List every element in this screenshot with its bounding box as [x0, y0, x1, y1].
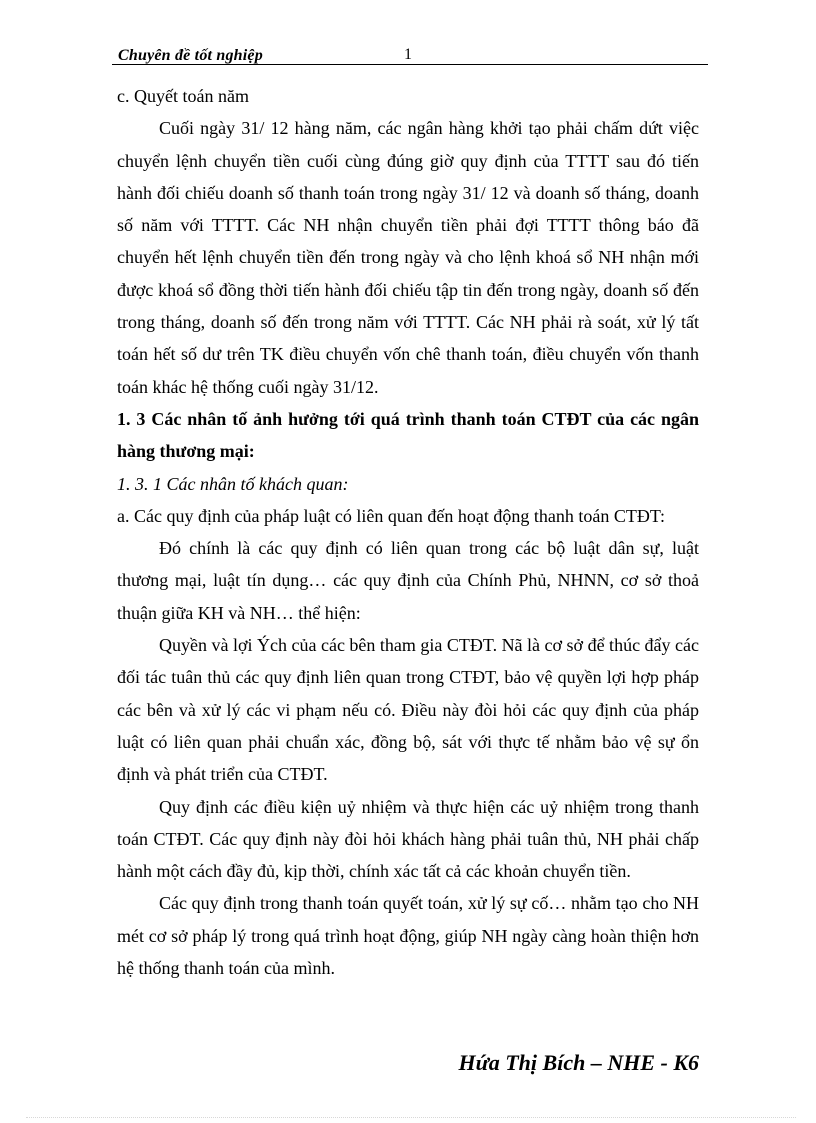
- paragraph-settlement-regulations: Các quy định trong thanh toán quyết toán, xử lý sự cố… nhằm tạo cho NH mét cơ sở pháp lý trong quá trình hoạt động, giúp NH ngày càng hoàn thiện hơn hệ thống thanh toán của mình.: [117, 893, 699, 979]
- document-body: [117, 80, 699, 984]
- page-number: 1: [404, 46, 412, 63]
- page-header: [112, 44, 708, 65]
- paragraph-rights-interests: Quyền và lợi Ých của các bên tham gia CTĐT. Nã là cơ sở để thúc đẩy các đối tác tuân thủ các quy định liên quan trong CTĐT, bảo vệ quyền lợi hợp pháp các bên và xử lý các vi phạm nếu có. Điều này đòi hỏi các quy định của pháp luật có liên quan phải chuẩn xác, đồng bộ, sát với thực tế nhằm bảo vệ sự ổn định và phát triển của CTĐT.: [117, 635, 700, 785]
- footer-author: Hứa Thị Bích – NHE - K6: [458, 1050, 699, 1075]
- section-heading-factors: 1. 3 Các nhân tố ảnh hưởng tới quá trình thanh toán CTĐT của các ngân hàng thương mại:: [117, 408, 699, 462]
- subsection-heading-annual-settlement: c. Quyết toán năm: [117, 86, 249, 106]
- paragraph-annual-settlement: Cuối ngày 31/ 12 hàng năm, các ngân hàng khởi tạo phải chấm dứt việc chuyển lệnh chuyển tiền cuối cùng đúng giờ quy định của TTTT sau đó tiến hành đối chiếu doanh số thanh toán trong ngày 31/ 12 và doanh số tháng, doanh số năm với TTTT. Các NH nhận chuyển tiền phải đợi TTTT thông báo đã chuyển hết lệnh chuyển tiền đến trong ngày và cho lệnh khoá sổ NH nhận mới được khoá sổ đồng thời tiến hành đối chiếu tập tin đến trong ngày, doanh số đến trong tháng, doanh số đến trong năm với TTTT. Các NH phải rà soát, xử lý tất toán hết số dư trên TK điều chuyển vốn chê thanh toán, điều chuyển vốn thanh toán khác hệ thống cuối ngày 31/12.: [117, 118, 699, 397]
- subsection-heading-objective-factors: 1. 3. 1 Các nhân tố khách quan:: [117, 473, 349, 494]
- item-heading-legal-regulations: a. Các quy định của pháp luật có liên quan đến hoạt động thanh toán CTĐT:: [117, 505, 665, 526]
- paragraph-authorization-conditions: Quy định các điều kiện uỷ nhiệm và thực hiện các uỷ nhiệm trong thanh toán CTĐT. Các quy định này đòi hỏi khách hàng phải tuân thủ, NH phải chấp hành một cách đầy đủ, kịp thời, chính xác tất cả các khoản chuyển tiền.: [117, 796, 699, 882]
- header-title: Chuyên đề tốt nghiệp: [118, 47, 263, 64]
- page-bottom-divider: [26, 1117, 796, 1118]
- paragraph-legal-regulations: Đó chính là các quy định có liên quan trong các bộ luật dân sự, luật thương mại, luật tín dụng… các quy định của Chính Phủ, NHNN, cơ sở thoả thuận giữa KH và NH… thể hiện:: [117, 538, 699, 623]
